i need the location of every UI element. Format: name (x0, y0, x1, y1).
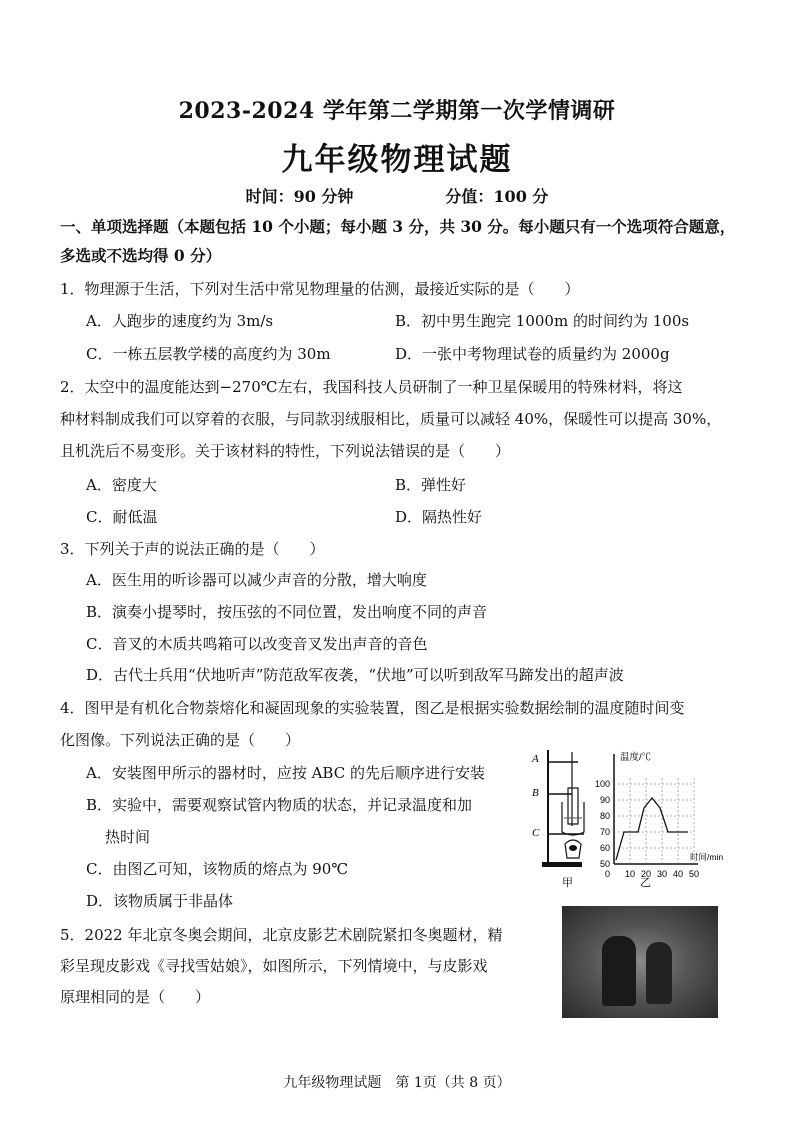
shadow-play-photo (562, 906, 718, 1018)
q3-option-a: A．医生用的听诊器可以减少声音的分散，增大响度 (86, 571, 427, 589)
x-axis-label: 时间/min (690, 852, 724, 862)
q5-stem-line2: 彩呈现皮影戏《寻找雪姑娘》，如图所示，下列情境中，与皮影戏 (60, 957, 488, 975)
temperature-graph (595, 751, 723, 888)
x-tick: 20 (640, 869, 652, 879)
q2-stem-line1: 2．太空中的温度能达到−270℃左右，我国科技人员研制了一种卫星保暖用的特殊材料，将这 (60, 378, 683, 396)
label-b: B (532, 787, 539, 799)
q4-option-b-line2: 热时间 (105, 828, 151, 846)
exam-time: 时间：90 分钟 (245, 187, 354, 206)
q2-option-d: D．隔热性好 (395, 508, 483, 526)
q2-option-b: B．弹性好 (395, 476, 467, 494)
x-tick: 40 (672, 869, 684, 879)
q4-option-a: A．安装图甲所示的器材时，应按 ABC 的先后顺序进行安装 (86, 764, 485, 782)
label-c: C (532, 827, 540, 839)
section-heading-line2: 多选或不选均得 0 分） (60, 246, 222, 265)
q3-stem: 3．下列关于声的说法正确的是（ ） (60, 540, 325, 558)
y-tick: 90 (599, 795, 610, 805)
x-tick: 30 (656, 869, 668, 879)
x-tick: 10 (624, 869, 636, 879)
q5-stem-line3: 原理相同的是（ ） (60, 988, 211, 1006)
label-yi: 乙 (640, 877, 651, 888)
q3-option-b: B．演奏小提琴时，按压弦的不同位置，发出响度不同的声音 (86, 603, 488, 621)
q4-figure (528, 748, 738, 888)
q2-option-c: C．耐低温 (86, 508, 158, 526)
q4-option-d: D．该物质属于非晶体 (86, 892, 234, 910)
label-a: A (532, 753, 539, 765)
exam-score: 分值：100 分 (445, 187, 549, 206)
q4-stem-line2: 化图像。下列说法正确的是（ ） (60, 731, 301, 749)
q1-option-a: A．人跑步的速度约为 3m/s (86, 312, 274, 330)
q1-stem: 1．物理源于生活，下列对生活中常见物理量的估测，最接近实际的是（ ） (60, 280, 580, 298)
q2-stem-line3: 且机洗后不易变形。关于该材料的特性，下列说法错误的是（ ） (60, 442, 511, 460)
q4-stem-line1: 4．图甲是有机化合物萘熔化和凝固现象的实验装置，图乙是根据实验数据绘制的温度随时间变 (60, 699, 685, 717)
page-footer: 九年级物理试题 第 1页（共 8 页） (283, 1075, 511, 1091)
q5-stem-line1: 5．2022 年北京冬奥会期间，北京皮影艺术剧院紧扣冬奥题材，精 (60, 926, 503, 944)
shadow-puppet-figure (646, 942, 672, 1004)
origin-label: 0 (604, 869, 610, 879)
y-tick: 100 (594, 779, 610, 789)
q4-option-c: C．由图乙可知，该物质的熔点为 90℃ (86, 860, 349, 878)
y-axis-label: 温度/℃ (620, 752, 652, 763)
section-heading-line1: 一、单项选择题（本题包括 10 个小题；每小题 3 分，共 30 分。每小题只有一个选项符合题意， (60, 217, 736, 236)
q2-stem-line2: 种材料制成我们可以穿着的衣服，与同款羽绒服相比，质量可以减轻 40%，保暖性可以提高 30%， (60, 410, 722, 428)
apparatus-diagram (531, 750, 584, 888)
exam-title: 2023-2024 学年第二学期第一次学情调研 (178, 98, 616, 124)
q1-option-d: D．一张中考物理试卷的质量约为 2000g (395, 345, 670, 363)
y-tick: 50 (599, 859, 610, 869)
q3-option-d: D．古代士兵用“伏地听声”防范敌军夜袭，“伏地”可以听到敌军马蹄发出的超声波 (86, 666, 624, 684)
q1-option-c: C．一栋五层教学楼的高度约为 30m (86, 345, 331, 363)
x-tick: 50 (688, 869, 700, 879)
y-tick: 80 (599, 811, 610, 821)
q2-option-a: A．密度大 (86, 476, 157, 494)
q1-option-b: B．初中男生跑完 1000m 的时间约为 100s (395, 312, 690, 330)
exam-subject-title: 九年级物理试题 (281, 142, 513, 178)
q3-option-c: C．音叉的木质共鸣箱可以改变音叉发出声音的音色 (86, 635, 428, 653)
label-jia: 甲 (562, 877, 573, 888)
shadow-puppet-figure (602, 936, 636, 1006)
q4-option-b-line1: B．实验中，需要观察试管内物质的状态，并记录温度和加 (86, 796, 473, 814)
y-tick: 60 (599, 843, 610, 853)
exam-meta (0, 184, 794, 207)
y-tick: 70 (599, 827, 610, 837)
